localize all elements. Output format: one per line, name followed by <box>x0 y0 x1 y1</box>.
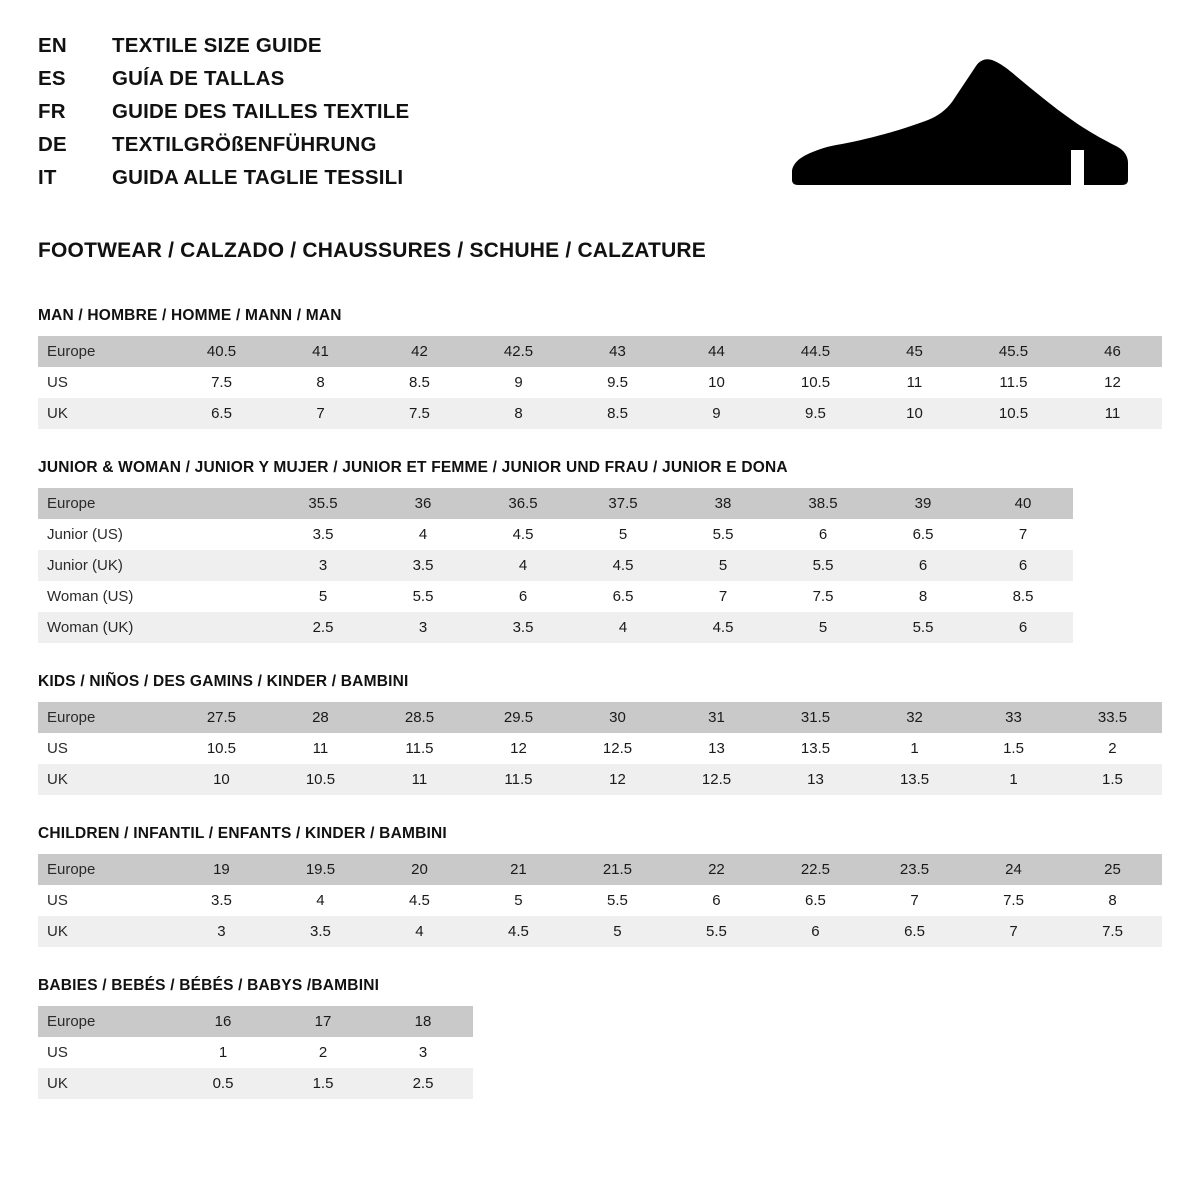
table-row <box>38 854 1162 885</box>
cell: 4 <box>573 612 673 643</box>
cell: 3 <box>373 1037 473 1068</box>
cell: 13.5 <box>865 764 964 795</box>
row-label: UK <box>38 398 172 429</box>
language-code: EN <box>38 34 67 57</box>
cell: 22.5 <box>766 854 865 885</box>
language-row <box>38 100 409 133</box>
cell: 40.5 <box>172 336 271 367</box>
cell: 23.5 <box>865 854 964 885</box>
cell: 12.5 <box>568 733 667 764</box>
cell: 10.5 <box>271 764 370 795</box>
table-row <box>38 612 1073 643</box>
row-label: Woman (US) <box>38 581 173 612</box>
cell: 10.5 <box>766 367 865 398</box>
cell: 13 <box>766 764 865 795</box>
cell: 8 <box>469 398 568 429</box>
cell: 7 <box>271 398 370 429</box>
group-title: JUNIOR & WOMAN / JUNIOR Y MUJER / JUNIOR ET FEMME / JUNIOR UND FRAU / JUNIOR E DONA <box>38 459 788 476</box>
cell: 3 <box>273 550 373 581</box>
cell: 10 <box>667 367 766 398</box>
language-title: GUIDE DES TAILLES TEXTILE <box>112 100 410 123</box>
cell: 1.5 <box>273 1068 373 1099</box>
group-kids <box>38 673 1162 795</box>
cell: 22 <box>667 854 766 885</box>
cell: 8 <box>873 581 973 612</box>
table-row <box>38 550 1073 581</box>
language-title: GUIDA ALLE TAGLIE TESSILI <box>112 166 404 189</box>
dress-shoe-icon <box>780 58 1140 188</box>
cell: 39 <box>873 488 973 519</box>
row-label: US <box>38 733 172 764</box>
size-table-junior-woman <box>38 488 1073 643</box>
cell: 38 <box>673 488 773 519</box>
cell: 3 <box>373 612 473 643</box>
cell <box>173 488 273 519</box>
cell: 28 <box>271 702 370 733</box>
cell: 5 <box>273 581 373 612</box>
row-label: Woman (UK) <box>38 612 173 643</box>
row-label: Europe <box>38 336 172 367</box>
cell: 16 <box>173 1006 273 1037</box>
language-row <box>38 34 409 67</box>
cell: 6 <box>973 612 1073 643</box>
group-title: BABIES / BEBÉS / BÉBÉS / BABYS /BAMBINI <box>38 977 380 994</box>
cell: 4 <box>370 916 469 947</box>
cell <box>173 581 273 612</box>
cell: 5.5 <box>568 885 667 916</box>
language-row <box>38 166 409 199</box>
cell: 24 <box>964 854 1063 885</box>
group-title: CHILDREN / INFANTIL / ENFANTS / KINDER / BAMBINI <box>38 825 447 842</box>
cell: 11 <box>271 733 370 764</box>
cell: 19 <box>172 854 271 885</box>
cell: 1.5 <box>1063 764 1162 795</box>
cell <box>173 612 273 643</box>
cell: 3.5 <box>271 916 370 947</box>
cell: 5.5 <box>667 916 766 947</box>
cell: 21.5 <box>568 854 667 885</box>
cell: 0.5 <box>173 1068 273 1099</box>
cell: 10.5 <box>172 733 271 764</box>
cell: 33 <box>964 702 1063 733</box>
row-label: UK <box>38 1068 173 1099</box>
size-table-man <box>38 336 1162 429</box>
cell: 6 <box>973 550 1073 581</box>
cell: 11.5 <box>469 764 568 795</box>
cell: 6 <box>667 885 766 916</box>
language-title: TEXTILGRÖßENFÜHRUNG <box>112 133 377 156</box>
language-code: IT <box>38 166 57 189</box>
cell: 11 <box>370 764 469 795</box>
table-row <box>38 398 1162 429</box>
cell: 33.5 <box>1063 702 1162 733</box>
cell: 9.5 <box>766 398 865 429</box>
cell: 8 <box>271 367 370 398</box>
cell: 9 <box>667 398 766 429</box>
language-code: ES <box>38 67 66 90</box>
cell: 7 <box>865 885 964 916</box>
cell: 12 <box>568 764 667 795</box>
cell: 5.5 <box>873 612 973 643</box>
cell: 36 <box>373 488 473 519</box>
table-row <box>38 519 1073 550</box>
cell: 5 <box>573 519 673 550</box>
cell: 6 <box>773 519 873 550</box>
cell: 35.5 <box>273 488 373 519</box>
cell: 36.5 <box>473 488 573 519</box>
cell: 4.5 <box>370 885 469 916</box>
cell: 6.5 <box>573 581 673 612</box>
cell: 25 <box>1063 854 1162 885</box>
cell: 7.5 <box>172 367 271 398</box>
cell: 5 <box>773 612 873 643</box>
cell: 6 <box>766 916 865 947</box>
cell: 27.5 <box>172 702 271 733</box>
cell: 2 <box>1063 733 1162 764</box>
cell: 9.5 <box>568 367 667 398</box>
cell: 11 <box>865 367 964 398</box>
cell: 4 <box>373 519 473 550</box>
cell: 7.5 <box>773 581 873 612</box>
cell: 18 <box>373 1006 473 1037</box>
cell: 4.5 <box>469 916 568 947</box>
table-row <box>38 1037 473 1068</box>
row-label: US <box>38 367 172 398</box>
cell: 5.5 <box>373 581 473 612</box>
language-row <box>38 133 409 166</box>
cell: 13.5 <box>766 733 865 764</box>
cell: 4.5 <box>573 550 673 581</box>
cell: 1 <box>173 1037 273 1068</box>
row-label: US <box>38 1037 173 1068</box>
cell: 31 <box>667 702 766 733</box>
cell: 19.5 <box>271 854 370 885</box>
cell: 8 <box>1063 885 1162 916</box>
cell: 10 <box>865 398 964 429</box>
language-row <box>38 67 409 100</box>
row-label: UK <box>38 916 172 947</box>
table-row <box>38 885 1162 916</box>
cell: 6.5 <box>766 885 865 916</box>
cell: 37.5 <box>573 488 673 519</box>
language-code: FR <box>38 100 66 123</box>
cell: 20 <box>370 854 469 885</box>
category-title: FOOTWEAR / CALZADO / CHAUSSURES / SCHUHE / CALZATURE <box>38 239 707 262</box>
cell: 6.5 <box>873 519 973 550</box>
group-man <box>38 307 1162 429</box>
cell: 41 <box>271 336 370 367</box>
cell: 28.5 <box>370 702 469 733</box>
language-title: TEXTILE SIZE GUIDE <box>112 34 322 57</box>
cell <box>173 550 273 581</box>
cell: 4 <box>271 885 370 916</box>
table-row <box>38 916 1162 947</box>
cell: 3.5 <box>273 519 373 550</box>
cell: 4.5 <box>673 612 773 643</box>
cell: 7 <box>973 519 1073 550</box>
cell: 42 <box>370 336 469 367</box>
cell: 8.5 <box>568 398 667 429</box>
cell: 40 <box>973 488 1073 519</box>
cell: 7.5 <box>1063 916 1162 947</box>
cell: 7 <box>673 581 773 612</box>
cell: 12 <box>1063 367 1162 398</box>
cell: 30 <box>568 702 667 733</box>
row-label: Junior (UK) <box>38 550 173 581</box>
table-row <box>38 764 1162 795</box>
row-label: UK <box>38 764 172 795</box>
cell: 7.5 <box>964 885 1063 916</box>
table-row <box>38 367 1162 398</box>
row-label: US <box>38 885 172 916</box>
cell: 8.5 <box>370 367 469 398</box>
language-list <box>38 34 409 199</box>
cell: 31.5 <box>766 702 865 733</box>
row-label: Europe <box>38 1006 173 1037</box>
row-label: Europe <box>38 488 173 519</box>
table-row <box>38 733 1162 764</box>
cell: 29.5 <box>469 702 568 733</box>
cell: 17 <box>273 1006 373 1037</box>
cell: 5.5 <box>773 550 873 581</box>
cell: 12 <box>469 733 568 764</box>
group-babies <box>38 977 1162 1099</box>
cell: 2 <box>273 1037 373 1068</box>
cell: 2.5 <box>373 1068 473 1099</box>
cell: 3 <box>172 916 271 947</box>
cell: 10.5 <box>964 398 1063 429</box>
cell: 13 <box>667 733 766 764</box>
cell: 11.5 <box>370 733 469 764</box>
table-row <box>38 702 1162 733</box>
cell <box>173 519 273 550</box>
cell: 11.5 <box>964 367 1063 398</box>
cell: 1.5 <box>964 733 1063 764</box>
cell: 12.5 <box>667 764 766 795</box>
row-label: Europe <box>38 702 172 733</box>
cell: 42.5 <box>469 336 568 367</box>
size-table-kids <box>38 702 1162 795</box>
language-code: DE <box>38 133 67 156</box>
size-table-children <box>38 854 1162 947</box>
cell: 6 <box>473 581 573 612</box>
cell: 5 <box>673 550 773 581</box>
table-row <box>38 488 1073 519</box>
cell: 7 <box>964 916 1063 947</box>
table-row <box>38 1068 473 1099</box>
size-table-babies <box>38 1006 473 1099</box>
cell: 44.5 <box>766 336 865 367</box>
cell: 38.5 <box>773 488 873 519</box>
group-children <box>38 825 1162 947</box>
cell: 43 <box>568 336 667 367</box>
page-header <box>38 34 1162 199</box>
cell: 3.5 <box>373 550 473 581</box>
cell: 5 <box>568 916 667 947</box>
cell: 44 <box>667 336 766 367</box>
cell: 7.5 <box>370 398 469 429</box>
cell: 5.5 <box>673 519 773 550</box>
group-title: KIDS / NIÑOS / DES GAMINS / KINDER / BAMBINI <box>38 673 409 690</box>
cell: 6.5 <box>865 916 964 947</box>
cell: 3.5 <box>473 612 573 643</box>
cell: 2.5 <box>273 612 373 643</box>
cell: 9 <box>469 367 568 398</box>
group-title: MAN / HOMBRE / HOMME / MANN / MAN <box>38 307 342 324</box>
cell: 4.5 <box>473 519 573 550</box>
cell: 6.5 <box>172 398 271 429</box>
cell: 8.5 <box>973 581 1073 612</box>
row-label: Junior (US) <box>38 519 173 550</box>
table-row <box>38 1006 473 1037</box>
cell: 5 <box>469 885 568 916</box>
cell: 3.5 <box>172 885 271 916</box>
cell: 45 <box>865 336 964 367</box>
cell: 11 <box>1063 398 1162 429</box>
table-row <box>38 336 1162 367</box>
language-title: GUÍA DE TALLAS <box>112 67 285 90</box>
row-label: Europe <box>38 854 172 885</box>
cell: 10 <box>172 764 271 795</box>
table-row <box>38 581 1073 612</box>
group-junior-woman <box>38 459 1162 643</box>
cell: 46 <box>1063 336 1162 367</box>
cell: 21 <box>469 854 568 885</box>
cell: 32 <box>865 702 964 733</box>
cell: 4 <box>473 550 573 581</box>
cell: 6 <box>873 550 973 581</box>
cell: 45.5 <box>964 336 1063 367</box>
cell: 1 <box>865 733 964 764</box>
cell: 1 <box>964 764 1063 795</box>
